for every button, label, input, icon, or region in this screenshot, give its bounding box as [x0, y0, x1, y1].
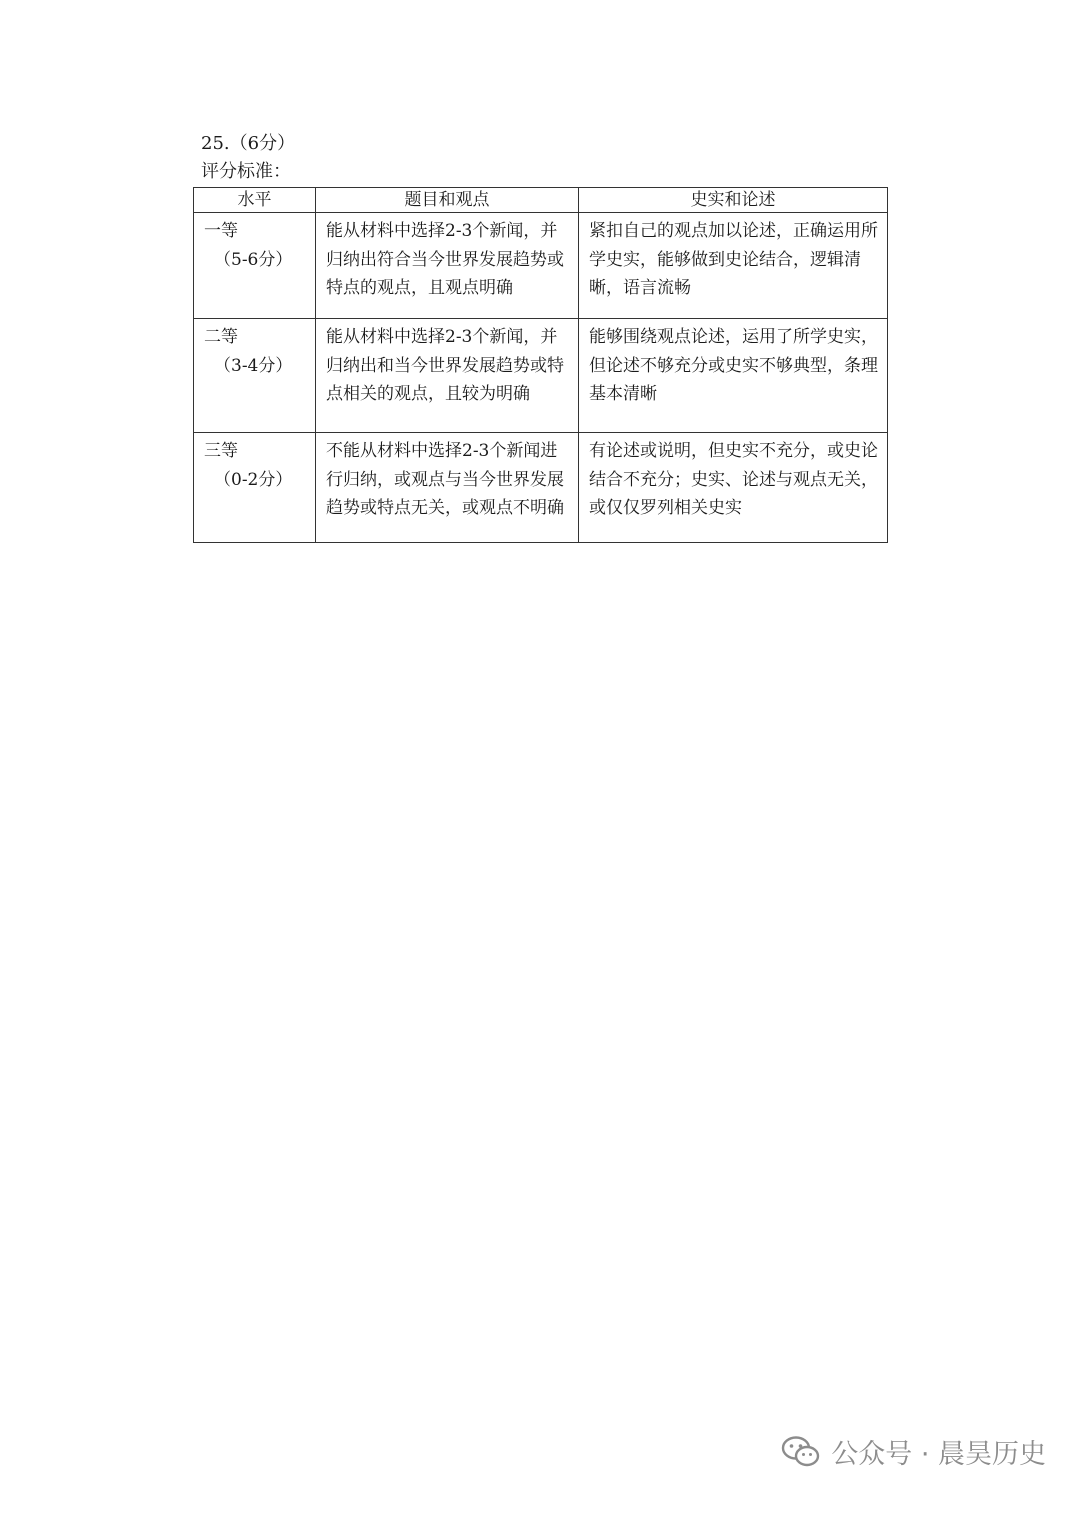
header-viewpoint: 题目和观点 — [316, 188, 579, 213]
argument-cell: 有论述或说明，但史实不充分，或史论结合不充分；史实、论述与观点无关，或仅仅罗列相关史实 — [579, 433, 888, 543]
argument-cell: 能够围绕观点论述，运用了所学史实，但论述不够充分或史实不够典型，条理基本清晰 — [579, 319, 888, 433]
level-name: 一等 — [204, 221, 238, 241]
viewpoint-cell: 不能从材料中选择2-3个新闻进行归纳，或观点与当今世界发展趋势或特点无关，或观点不明确 — [316, 433, 579, 543]
viewpoint-cell: 能从材料中选择2-3个新闻，并归纳出符合当今世界发展趋势或特点的观点，且观点明确 — [316, 213, 579, 319]
watermark — [781, 1432, 1046, 1471]
table-row — [194, 319, 888, 433]
argument-cell: 紧扣自己的观点加以论述，正确运用所学史实，能够做到史论结合，逻辑清晰，语言流畅 — [579, 213, 888, 319]
level-cell — [194, 433, 316, 543]
question-title: 25.（6分） — [201, 133, 296, 154]
level-score-range: （0-2分） — [214, 469, 293, 490]
table-row — [194, 213, 888, 319]
table-row — [194, 433, 888, 543]
grading-table — [193, 187, 888, 543]
level-score-range: （5-6分） — [214, 249, 293, 270]
header-argument: 史实和论述 — [579, 188, 888, 213]
wechat-icon — [781, 1435, 821, 1469]
level-name: 三等 — [204, 441, 238, 461]
header-level: 水平 — [194, 188, 316, 213]
level-score-range: （3-4分） — [214, 355, 293, 376]
viewpoint-cell: 能从材料中选择2-3个新闻，并归纳出和当今世界发展趋势或特点相关的观点，且较为明确 — [316, 319, 579, 433]
watermark-text: 公众号 · 晨昊历史 — [831, 1439, 1046, 1470]
level-cell — [194, 319, 316, 433]
table-header-row — [194, 188, 888, 213]
level-cell — [194, 213, 316, 319]
criteria-label: 评分标准： — [201, 161, 291, 182]
level-name: 二等 — [204, 327, 238, 347]
